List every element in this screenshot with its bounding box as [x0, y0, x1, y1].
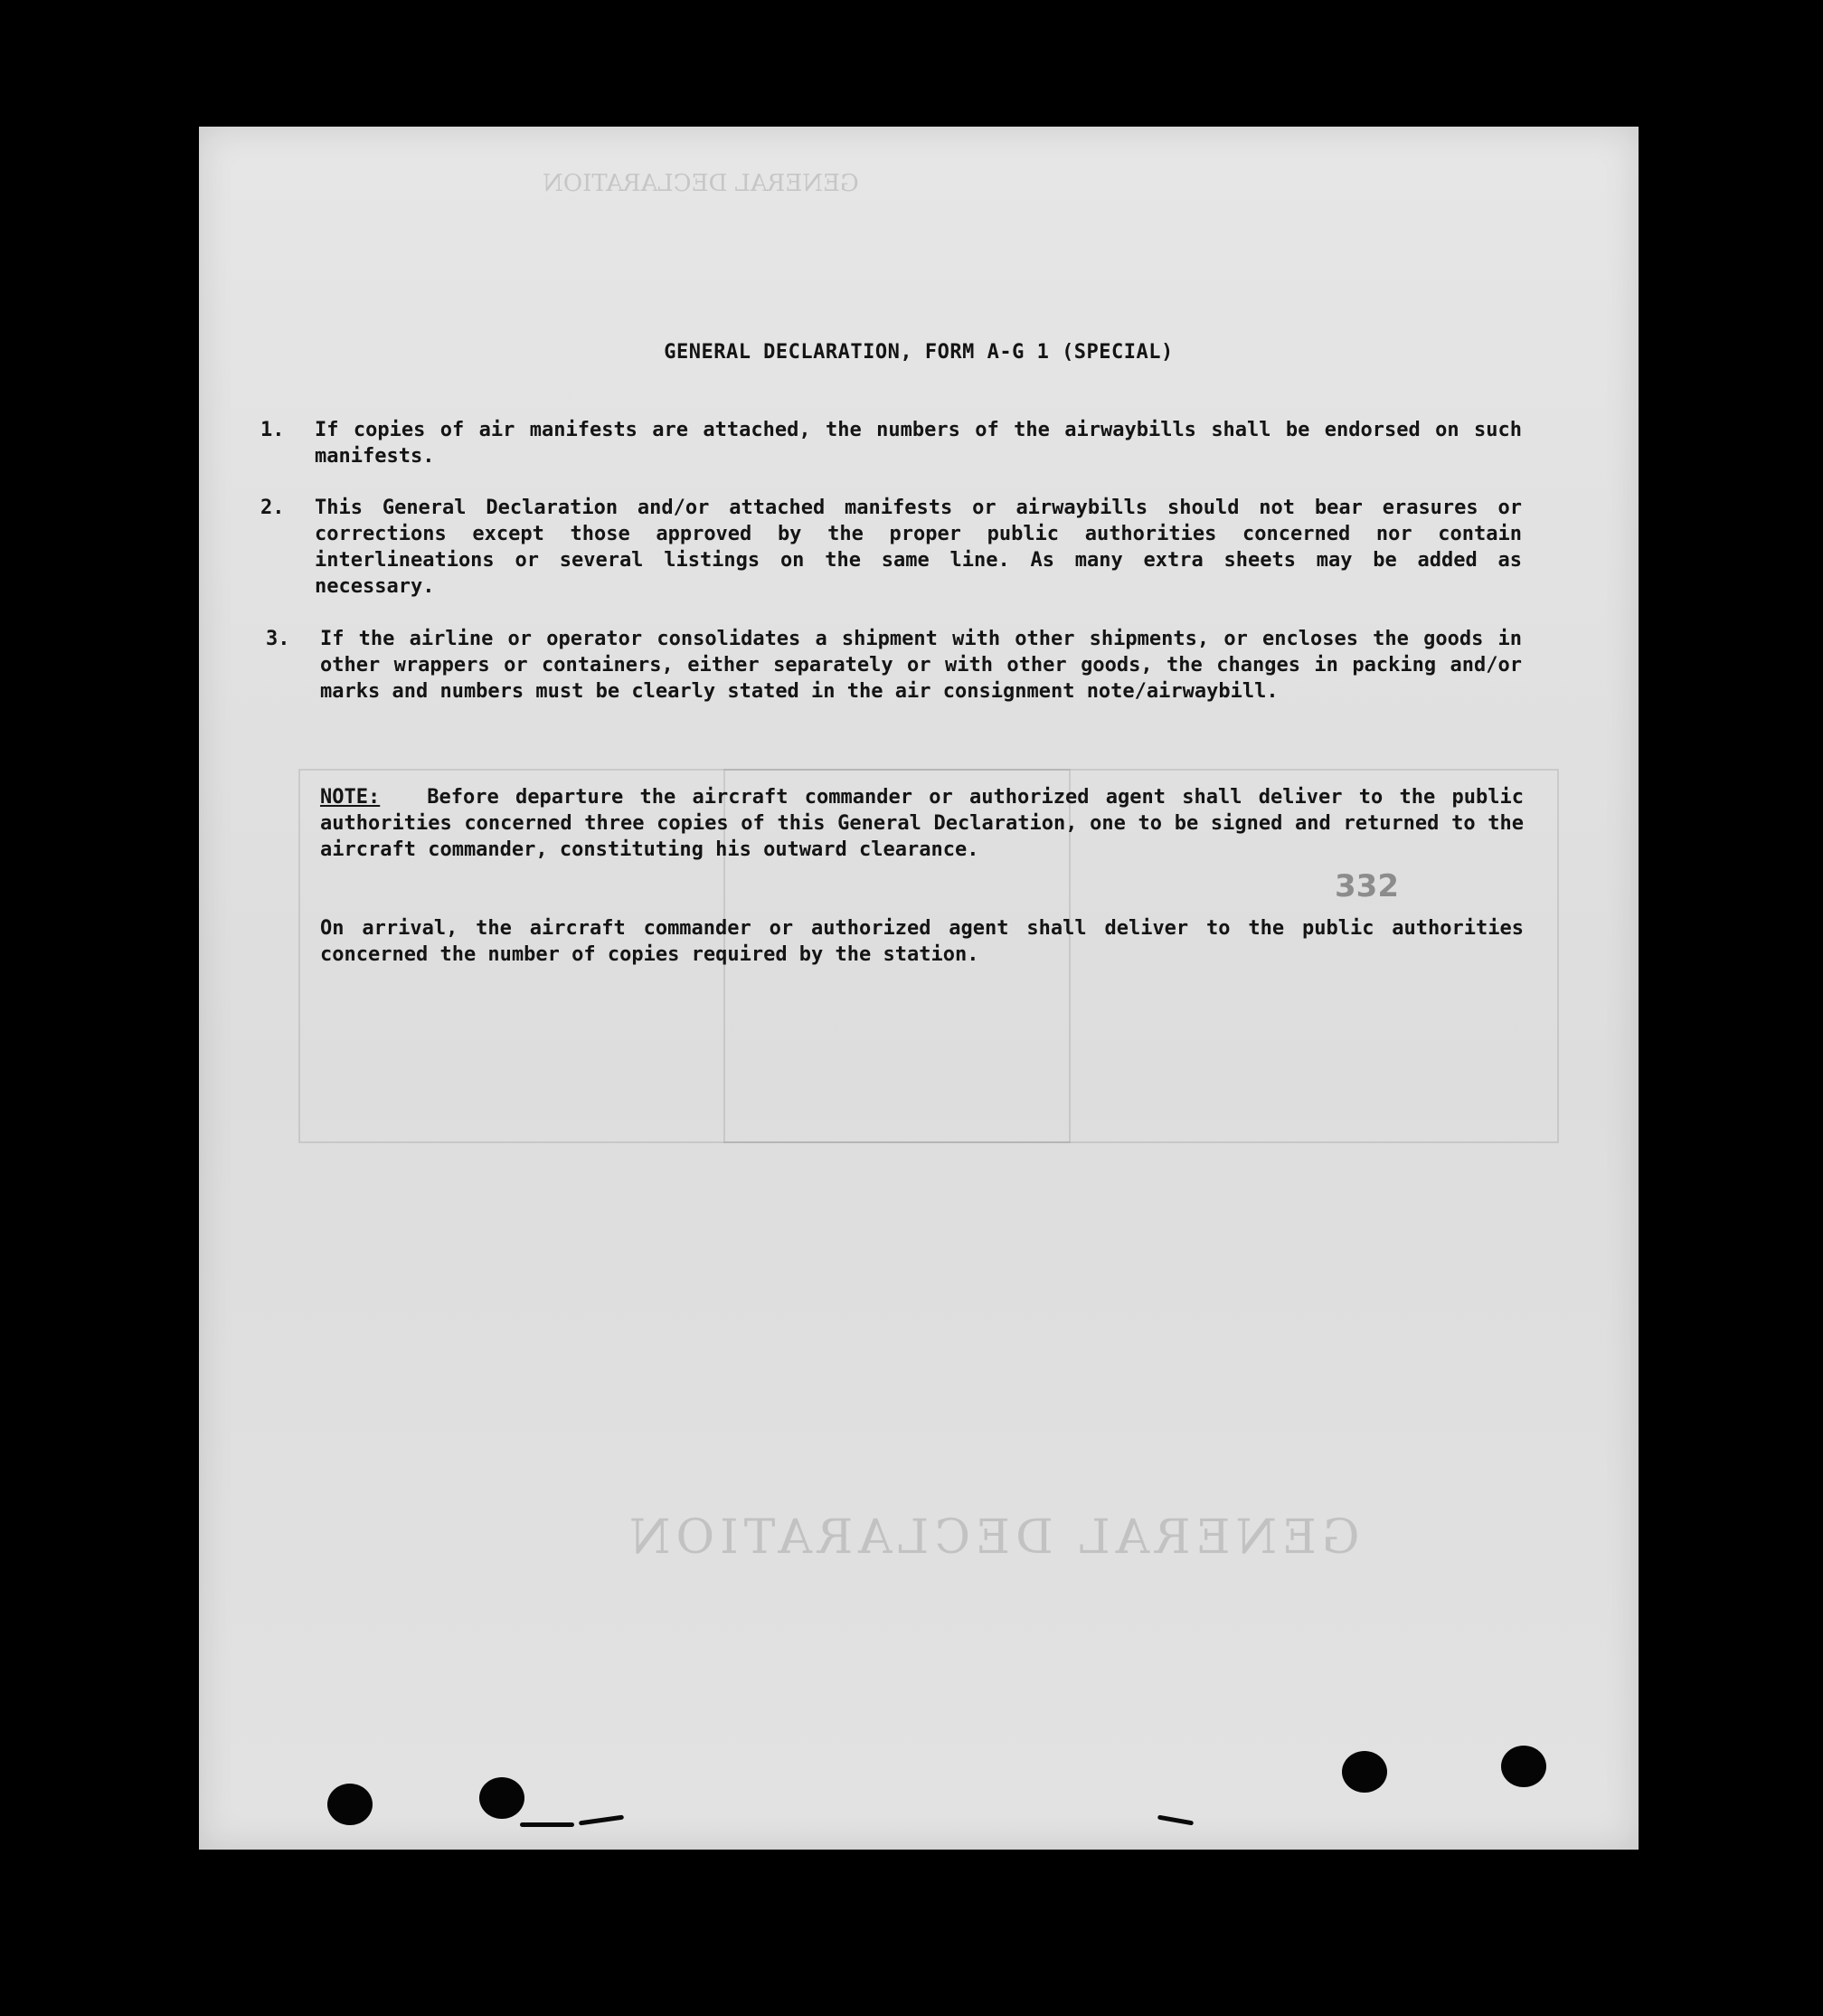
item-text: This General Declaration and/or attached manifests or airwaybills should not bear erasures or corrections except those approved by the proper public authorities concerned nor contain interlineations or several listings on the same line. As many extra sheets may be added as necessary.	[315, 497, 1522, 598]
stamp-number: 332	[1335, 868, 1399, 904]
punch-hole	[479, 1777, 524, 1819]
departure-note	[320, 784, 1524, 863]
arrival-text: On arrival, the aircraft commander or authorized agent shall deliver to the public authorities concerned the number of copies required by the station.	[320, 917, 1524, 966]
punch-hole	[1342, 1751, 1387, 1793]
item-number: 3.	[266, 628, 290, 650]
item-number: 1.	[260, 419, 285, 441]
form-title: GENERAL DECLARATION, FORM A-G 1 (SPECIAL)	[664, 341, 1174, 364]
item-number: 2.	[260, 497, 285, 519]
instruction-item-3	[266, 626, 1522, 705]
torn-edge	[520, 1822, 574, 1827]
torn-edge	[579, 1815, 624, 1826]
item-text: If copies of air manifests are attached, the numbers of the airwaybills shall be endorsed on such manifests.	[315, 419, 1522, 468]
bleed-through-large-heading: GENERAL DECLARATION	[624, 1510, 1360, 1565]
punch-hole	[1501, 1746, 1546, 1787]
instruction-item-2	[260, 495, 1522, 600]
arrival-note	[320, 915, 1524, 968]
punch-hole	[327, 1784, 373, 1825]
document-page	[199, 127, 1639, 1850]
item-text: If the airline or operator consolidates a shipment with other shipments, or encloses the goods in other wrappers or containers, either separately or with other goods, the changes in packing and/or marks and numbers must be clearly stated in the air consignment note/airwaybill.	[320, 628, 1522, 703]
bleed-through-heading: GENERAL DECLARATION	[543, 170, 859, 197]
note-text: Before departure the aircraft commander or authorized agent shall deliver to the public authorities concerned three copies of this General Declaration, one to be signed and returned to the aircraft commander, constituting his outward clearance.	[320, 786, 1524, 861]
note-label: NOTE:	[320, 786, 381, 809]
instruction-item-1	[260, 417, 1522, 469]
torn-edge	[1157, 1815, 1194, 1826]
